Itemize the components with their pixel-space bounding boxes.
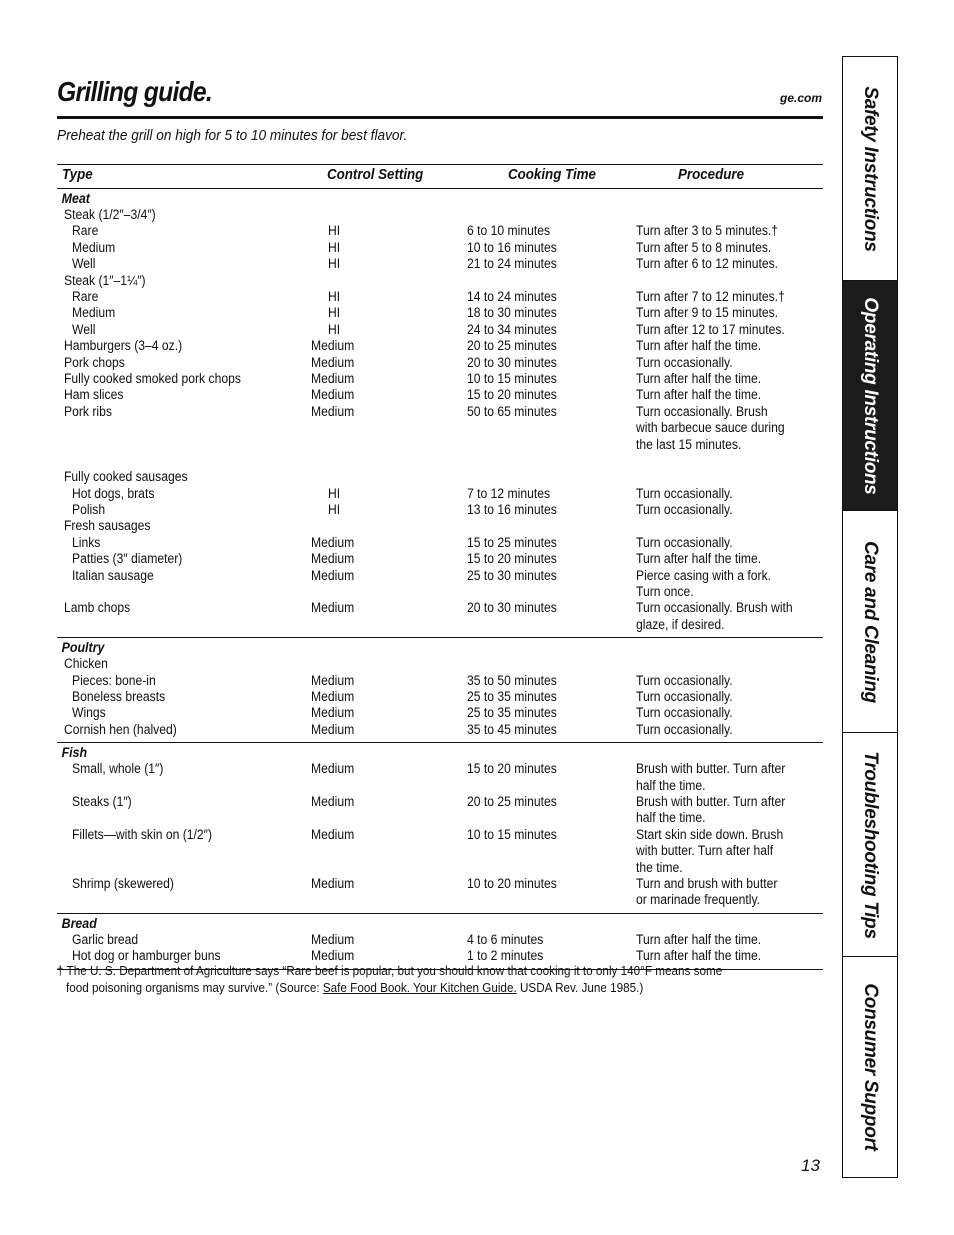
tab-label: Care and Cleaning bbox=[860, 540, 881, 703]
table-row bbox=[57, 469, 823, 485]
cell-time: 15 to 25 minutes bbox=[467, 534, 557, 550]
table-row bbox=[57, 535, 823, 551]
cell-type: Hot dog or hamburger buns bbox=[72, 948, 221, 964]
table-row bbox=[57, 794, 823, 827]
cell-procedure bbox=[636, 600, 793, 633]
cell-type: Italian sausage bbox=[72, 567, 154, 583]
cell-type: Ham slices bbox=[64, 387, 124, 403]
table-row bbox=[57, 486, 823, 502]
cell-time: 20 to 30 minutes bbox=[467, 600, 557, 616]
table-row bbox=[57, 932, 823, 948]
footnote-line-1: † The U. S. Department of Agriculture says “Rare beef is popular, but you should know that cooking it to only 140°F means some bbox=[57, 963, 723, 978]
procedure-line: Turn occasionally. Brush with bbox=[636, 600, 793, 616]
procedure-line: Turn once. bbox=[636, 584, 694, 600]
section-title: Fish bbox=[61, 745, 88, 761]
procedure-line: Turn after half the time. bbox=[636, 948, 762, 964]
table-row bbox=[57, 689, 823, 705]
cell-type: Fully cooked smoked pork chops bbox=[64, 370, 241, 386]
procedure-line: Turn after half the time. bbox=[636, 551, 762, 567]
cell-type: Pork chops bbox=[64, 354, 125, 370]
cell-type: Well bbox=[72, 256, 96, 272]
table-row bbox=[57, 404, 823, 453]
table-row bbox=[57, 289, 823, 305]
table-row bbox=[57, 305, 823, 321]
cell-procedure bbox=[636, 689, 733, 705]
cell-type: Steaks (1″) bbox=[72, 793, 132, 809]
cell-type: Links bbox=[72, 534, 101, 550]
cell-type: Lamb chops bbox=[64, 600, 131, 616]
cell-setting: Medium bbox=[311, 403, 355, 419]
cell-setting: Medium bbox=[311, 338, 355, 354]
cell-type: Cornish hen (halved) bbox=[64, 721, 177, 737]
cell-type: Pieces: bone-in bbox=[72, 672, 156, 688]
cell-procedure bbox=[636, 568, 771, 601]
procedure-line: Turn occasionally. bbox=[636, 502, 733, 518]
table-row bbox=[57, 371, 823, 387]
procedure-line: Turn occasionally. bbox=[636, 534, 733, 550]
procedure-line: Turn after 6 to 12 minutes. bbox=[636, 256, 779, 272]
cell-setting: Medium bbox=[311, 551, 355, 567]
procedure-line: Turn after 9 to 15 minutes. bbox=[636, 305, 779, 321]
table-row bbox=[57, 761, 823, 794]
table-row bbox=[57, 673, 823, 689]
procedure-line: glaze, if desired. bbox=[636, 616, 725, 632]
tab-operating-instructions[interactable] bbox=[843, 281, 897, 511]
table-header bbox=[57, 164, 823, 189]
cell-setting: Medium bbox=[311, 721, 355, 737]
cell-type: Shrimp (skewered) bbox=[72, 875, 174, 891]
section-title: Poultry bbox=[61, 640, 105, 656]
cell-type: Patties (3″ diameter) bbox=[72, 551, 183, 567]
cell-time: 20 to 30 minutes bbox=[467, 354, 557, 370]
title-rule bbox=[57, 116, 823, 119]
tab-troubleshooting-tips[interactable] bbox=[843, 733, 897, 957]
cell-time: 35 to 45 minutes bbox=[467, 721, 557, 737]
cell-setting: HI bbox=[328, 256, 341, 272]
cell-procedure bbox=[636, 535, 733, 551]
cell-procedure bbox=[636, 932, 761, 948]
cell-time: 20 to 25 minutes bbox=[467, 338, 557, 354]
page-title: Grilling guide. bbox=[57, 76, 213, 107]
cell-procedure bbox=[636, 827, 783, 876]
section-title: Meat bbox=[61, 191, 90, 206]
procedure-line: Turn occasionally. bbox=[636, 721, 733, 737]
cell-type: Well bbox=[72, 321, 96, 337]
procedure-line: with barbecue sauce during bbox=[636, 420, 785, 436]
cell-setting: Medium bbox=[311, 761, 355, 777]
cell-setting: Medium bbox=[311, 705, 355, 721]
table-row bbox=[57, 722, 823, 738]
site-url[interactable]: ge.com bbox=[779, 91, 822, 105]
cell-setting: Medium bbox=[311, 948, 355, 964]
intro-text: Preheat the grill on high for 5 to 10 minutes for best flavor. bbox=[57, 128, 408, 144]
cell-time: 15 to 20 minutes bbox=[467, 551, 557, 567]
cell-setting: HI bbox=[328, 502, 341, 518]
procedure-line: or marinade frequently. bbox=[636, 892, 761, 908]
table-row bbox=[57, 705, 823, 721]
procedure-line: Turn occasionally. bbox=[636, 705, 733, 721]
cell-time: 1 to 2 minutes bbox=[467, 948, 544, 964]
cell-procedure bbox=[636, 794, 785, 827]
cell-setting: Medium bbox=[311, 370, 355, 386]
footnote bbox=[57, 962, 722, 996]
cell-type: Steak (1″–1¼″) bbox=[64, 272, 146, 288]
table-row bbox=[57, 223, 823, 239]
cell-procedure bbox=[636, 673, 733, 689]
cell-type: Medium bbox=[72, 305, 116, 321]
cell-type: Boneless breasts bbox=[72, 688, 166, 704]
cell-type: Small, whole (1″) bbox=[72, 761, 164, 777]
cell-type: Wings bbox=[72, 705, 106, 721]
side-tabs bbox=[842, 56, 898, 1178]
procedure-line: Turn after 3 to 5 minutes.† bbox=[636, 223, 779, 239]
procedure-line: with butter. Turn after half bbox=[636, 843, 774, 859]
cell-procedure bbox=[636, 876, 777, 909]
table-row bbox=[57, 876, 823, 909]
procedure-line: Turn occasionally. Brush bbox=[636, 403, 768, 419]
procedure-line: Turn occasionally. bbox=[636, 672, 733, 688]
procedure-line: half the time. bbox=[636, 810, 706, 826]
cell-setting: Medium bbox=[311, 688, 355, 704]
cell-procedure bbox=[636, 322, 785, 338]
cell-setting: Medium bbox=[311, 354, 355, 370]
cell-setting: Medium bbox=[311, 387, 355, 403]
tab-label: Consumer Support bbox=[860, 983, 881, 1151]
cell-procedure bbox=[636, 371, 761, 387]
footnote-suffix: USDA Rev. June 1985.) bbox=[516, 980, 644, 995]
table-row bbox=[57, 827, 823, 876]
col-setting-header: Control Setting bbox=[327, 167, 424, 183]
table-row bbox=[57, 207, 823, 223]
procedure-line: the time. bbox=[636, 859, 683, 875]
cell-setting: Medium bbox=[311, 793, 355, 809]
cell-time: 35 to 50 minutes bbox=[467, 672, 557, 688]
cell-time: 18 to 30 minutes bbox=[467, 305, 557, 321]
cell-procedure bbox=[636, 338, 761, 354]
cell-setting: HI bbox=[328, 485, 341, 501]
procedure-line: Turn occasionally. bbox=[636, 485, 733, 501]
cell-procedure bbox=[636, 355, 733, 371]
table-row bbox=[57, 355, 823, 371]
procedure-line: Brush with butter. Turn after bbox=[636, 761, 786, 777]
cell-procedure bbox=[636, 486, 733, 502]
tab-consumer-support[interactable] bbox=[843, 957, 897, 1177]
tab-label: Safety Instructions bbox=[860, 85, 881, 252]
cell-time: 20 to 25 minutes bbox=[467, 793, 557, 809]
cell-time: 50 to 65 minutes bbox=[467, 403, 557, 419]
table-row bbox=[57, 656, 823, 672]
table-row bbox=[57, 568, 823, 601]
grilling-table bbox=[57, 164, 823, 970]
procedure-line: Turn after half the time. bbox=[636, 931, 762, 947]
col-type-header: Type bbox=[62, 167, 93, 183]
procedure-line: Turn after 7 to 12 minutes.† bbox=[636, 288, 785, 304]
table-row bbox=[57, 273, 823, 289]
tab-care-and-cleaning[interactable] bbox=[843, 511, 897, 733]
cell-time: 15 to 20 minutes bbox=[467, 761, 557, 777]
col-time-header: Cooking Time bbox=[508, 167, 596, 183]
table-row bbox=[57, 453, 823, 469]
procedure-line: Turn and brush with butter bbox=[636, 875, 778, 891]
table-row bbox=[57, 256, 823, 272]
cell-procedure bbox=[636, 761, 785, 794]
cell-time: 10 to 20 minutes bbox=[467, 875, 557, 891]
tab-label: Troubleshooting Tips bbox=[860, 750, 881, 939]
table-row bbox=[57, 600, 823, 633]
cell-type: Rare bbox=[72, 288, 99, 304]
cell-procedure bbox=[636, 240, 771, 256]
cell-procedure bbox=[636, 502, 733, 518]
cell-time: 7 to 12 minutes bbox=[467, 485, 551, 501]
cell-type: Hot dogs, brats bbox=[72, 485, 155, 501]
cell-setting: Medium bbox=[311, 875, 355, 891]
cell-setting: HI bbox=[328, 288, 341, 304]
procedure-line: half the time. bbox=[636, 777, 706, 793]
footnote-line-2 bbox=[57, 979, 722, 996]
procedure-line: Turn after 12 to 17 minutes. bbox=[636, 321, 785, 337]
cell-procedure bbox=[636, 256, 778, 272]
cell-setting: HI bbox=[328, 305, 341, 321]
cell-setting: Medium bbox=[311, 672, 355, 688]
cell-time: 25 to 35 minutes bbox=[467, 705, 557, 721]
cell-procedure bbox=[636, 722, 733, 738]
table-row bbox=[57, 551, 823, 567]
cell-time: 6 to 10 minutes bbox=[467, 223, 551, 239]
cell-time: 25 to 35 minutes bbox=[467, 688, 557, 704]
cell-time: 21 to 24 minutes bbox=[467, 256, 557, 272]
cell-time: 24 to 34 minutes bbox=[467, 321, 557, 337]
procedure-line: Turn after half the time. bbox=[636, 338, 762, 354]
cell-type: Garlic bread bbox=[72, 931, 139, 947]
cell-type: Pork ribs bbox=[64, 403, 112, 419]
cell-type: Polish bbox=[72, 502, 106, 518]
procedure-line: Pierce casing with a fork. bbox=[636, 567, 772, 583]
footnote-prefix: food poisoning organisms may survive.” (Source: bbox=[66, 980, 323, 995]
cell-procedure bbox=[636, 705, 733, 721]
cell-setting: Medium bbox=[311, 567, 355, 583]
cell-setting: Medium bbox=[311, 534, 355, 550]
table-row bbox=[57, 338, 823, 354]
cell-procedure bbox=[636, 289, 785, 305]
cell-procedure bbox=[636, 305, 778, 321]
tab-safety-instructions[interactable] bbox=[843, 57, 897, 281]
procedure-line: Turn after 5 to 8 minutes. bbox=[636, 239, 772, 255]
col-procedure-header: Procedure bbox=[678, 167, 744, 183]
procedure-line: Start skin side down. Brush bbox=[636, 826, 784, 842]
procedure-line: Turn after half the time. bbox=[636, 370, 762, 386]
cell-type: Fresh sausages bbox=[64, 518, 151, 534]
cell-type: Medium bbox=[72, 239, 116, 255]
cell-procedure bbox=[636, 387, 761, 403]
cell-procedure bbox=[636, 404, 785, 453]
procedure-line: Brush with butter. Turn after bbox=[636, 793, 786, 809]
table-row bbox=[57, 518, 823, 534]
cell-time: 15 to 20 minutes bbox=[467, 387, 557, 403]
cell-setting: Medium bbox=[311, 931, 355, 947]
cell-time: 4 to 6 minutes bbox=[467, 931, 544, 947]
table-row bbox=[57, 322, 823, 338]
table-body bbox=[57, 189, 823, 970]
cell-time: 25 to 30 minutes bbox=[467, 567, 557, 583]
procedure-line: Turn occasionally. bbox=[636, 354, 733, 370]
cell-type: Chicken bbox=[64, 656, 108, 672]
cell-time: 13 to 16 minutes bbox=[467, 502, 557, 518]
cell-setting: HI bbox=[328, 223, 341, 239]
cell-setting: Medium bbox=[311, 826, 355, 842]
table-row bbox=[57, 240, 823, 256]
tab-label: Operating Instructions bbox=[860, 296, 881, 495]
page-number: 13 bbox=[801, 1156, 820, 1175]
cell-setting: Medium bbox=[311, 600, 355, 616]
section-title: Bread bbox=[61, 915, 97, 931]
procedure-line: Turn after half the time. bbox=[636, 387, 762, 403]
section-poultry bbox=[57, 638, 823, 743]
footnote-source-title: Safe Food Book. Your Kitchen Guide. bbox=[322, 980, 517, 995]
cell-setting: HI bbox=[328, 239, 341, 255]
table-row bbox=[57, 387, 823, 403]
cell-type: Fillets—with skin on (1/2″) bbox=[72, 826, 213, 842]
cell-time: 10 to 15 minutes bbox=[467, 826, 557, 842]
cell-type: Hamburgers (3–4 oz.) bbox=[64, 338, 183, 354]
table-row bbox=[57, 502, 823, 518]
cell-type: Steak (1/2″–3/4″) bbox=[64, 207, 156, 222]
cell-procedure bbox=[636, 223, 778, 239]
cell-time: 10 to 15 minutes bbox=[467, 370, 557, 386]
cell-type: Rare bbox=[72, 223, 99, 239]
cell-time: 10 to 16 minutes bbox=[467, 239, 557, 255]
cell-time: 14 to 24 minutes bbox=[467, 288, 557, 304]
procedure-line: Turn occasionally. bbox=[636, 688, 733, 704]
section-meat bbox=[57, 189, 823, 638]
cell-setting: HI bbox=[328, 321, 341, 337]
procedure-line: the last 15 minutes. bbox=[636, 436, 742, 452]
cell-type: Fully cooked sausages bbox=[64, 469, 188, 485]
section-fish bbox=[57, 743, 823, 914]
cell-procedure bbox=[636, 551, 761, 567]
